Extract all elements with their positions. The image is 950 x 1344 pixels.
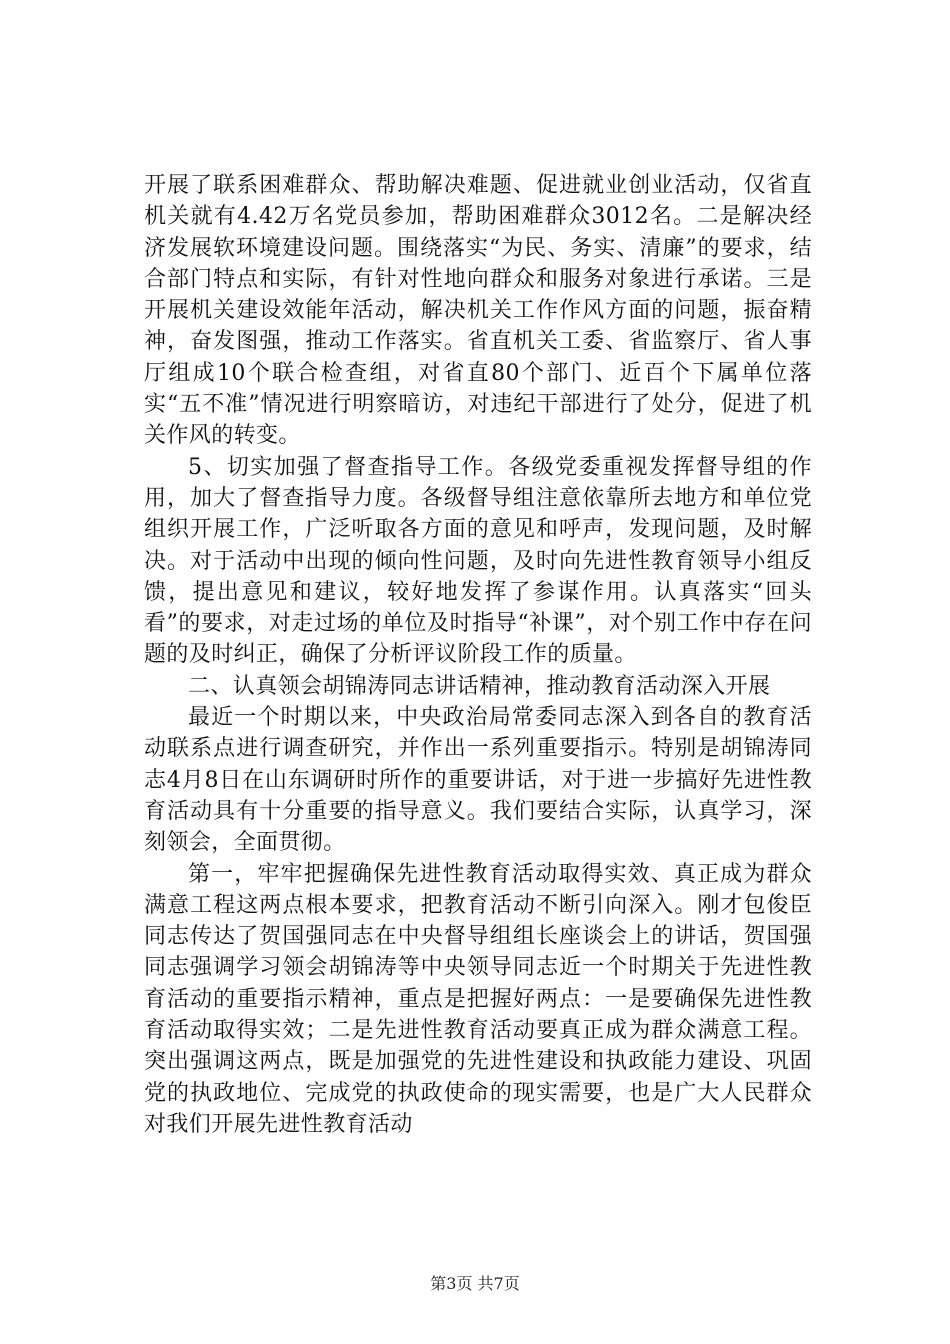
paragraph-2: 5、切实加强了督查指导工作。各级党委重视发挥督导组的作用，加大了督查指导力度。各级督导组注意依靠所去地方和单位党组织开展工作，广泛听取各方面的意见和呼声，发现问题，及时解决。对于活动中出现的倾向性问题，及时向先进性教育领导小组反馈，提出意见和建议，较好地发挥了参谋作用。认真落实“回头看”的要求，对走过场的单位及时指导“补课”，对个别工作中存在问题的及时纠正，确保了分析评议阶段工作的质量。	[144, 454, 812, 668]
page-footer: 第3页 共7页	[430, 1274, 520, 1293]
document-body	[144, 170, 812, 1140]
paragraph-3: 最近一个时期以来，中央政治局常委同志深入到各自的教育活动联系点进行调查研究，并作出一系列重要指示。特别是胡锦涛同志4月8日在山东调研时所作的重要讲话，对于进一步搞好先进性教育活动具有十分重要的指导意义。我们要结合实际，认真学习，深刻领会，全面贯彻。	[144, 705, 812, 856]
paragraph-1: 开展了联系困难群众、帮助解决难题、促进就业创业活动，仅省直机关就有4.42万名党员参加，帮助困难群众3012名。二是解决经济发展软环境建设问题。围绕落实“为民、务实、清廉”的要求，结合部门特点和实际，有针对性地向群众和服务对象进行承诺。三是开展机关建设效能年活动，解决机关工作作风方面的问题，振奋精神，奋发图强，推动工作落实。省直机关工委、省监察厅、省人事厅组成10个联合检查组，对省直80个部门、近百个下属单位落实“五不准”情况进行明察暗访，对违纪干部进行了处分，促进了机关作风的转变。	[144, 173, 812, 449]
paragraph-4: 第一，牢牢把握确保先进性教育活动取得实效、真正成为群众满意工程这两点根本要求，把教育活动不断引向深入。刚才包俊臣同志传达了贺国强同志在中央督导组组长座谈会上的讲话，贺国强同志强调学习领会胡锦涛等中央领导同志近一个时期关于先进性教育活动的重要指示精神，重点是把握好两点：一是要确保先进性教育活动取得实效；二是先进性教育活动要真正成为群众满意工程。突出强调这两点，既是加强党的先进性建设和执政能力建设、巩固党的执政地位、完成党的执政使命的现实需要，也是广大人民群众对我们开展先进性教育活动	[144, 861, 812, 1137]
section-heading: 二、认真领会胡锦涛同志讲话精神，推动教育活动深入开展	[188, 673, 771, 699]
